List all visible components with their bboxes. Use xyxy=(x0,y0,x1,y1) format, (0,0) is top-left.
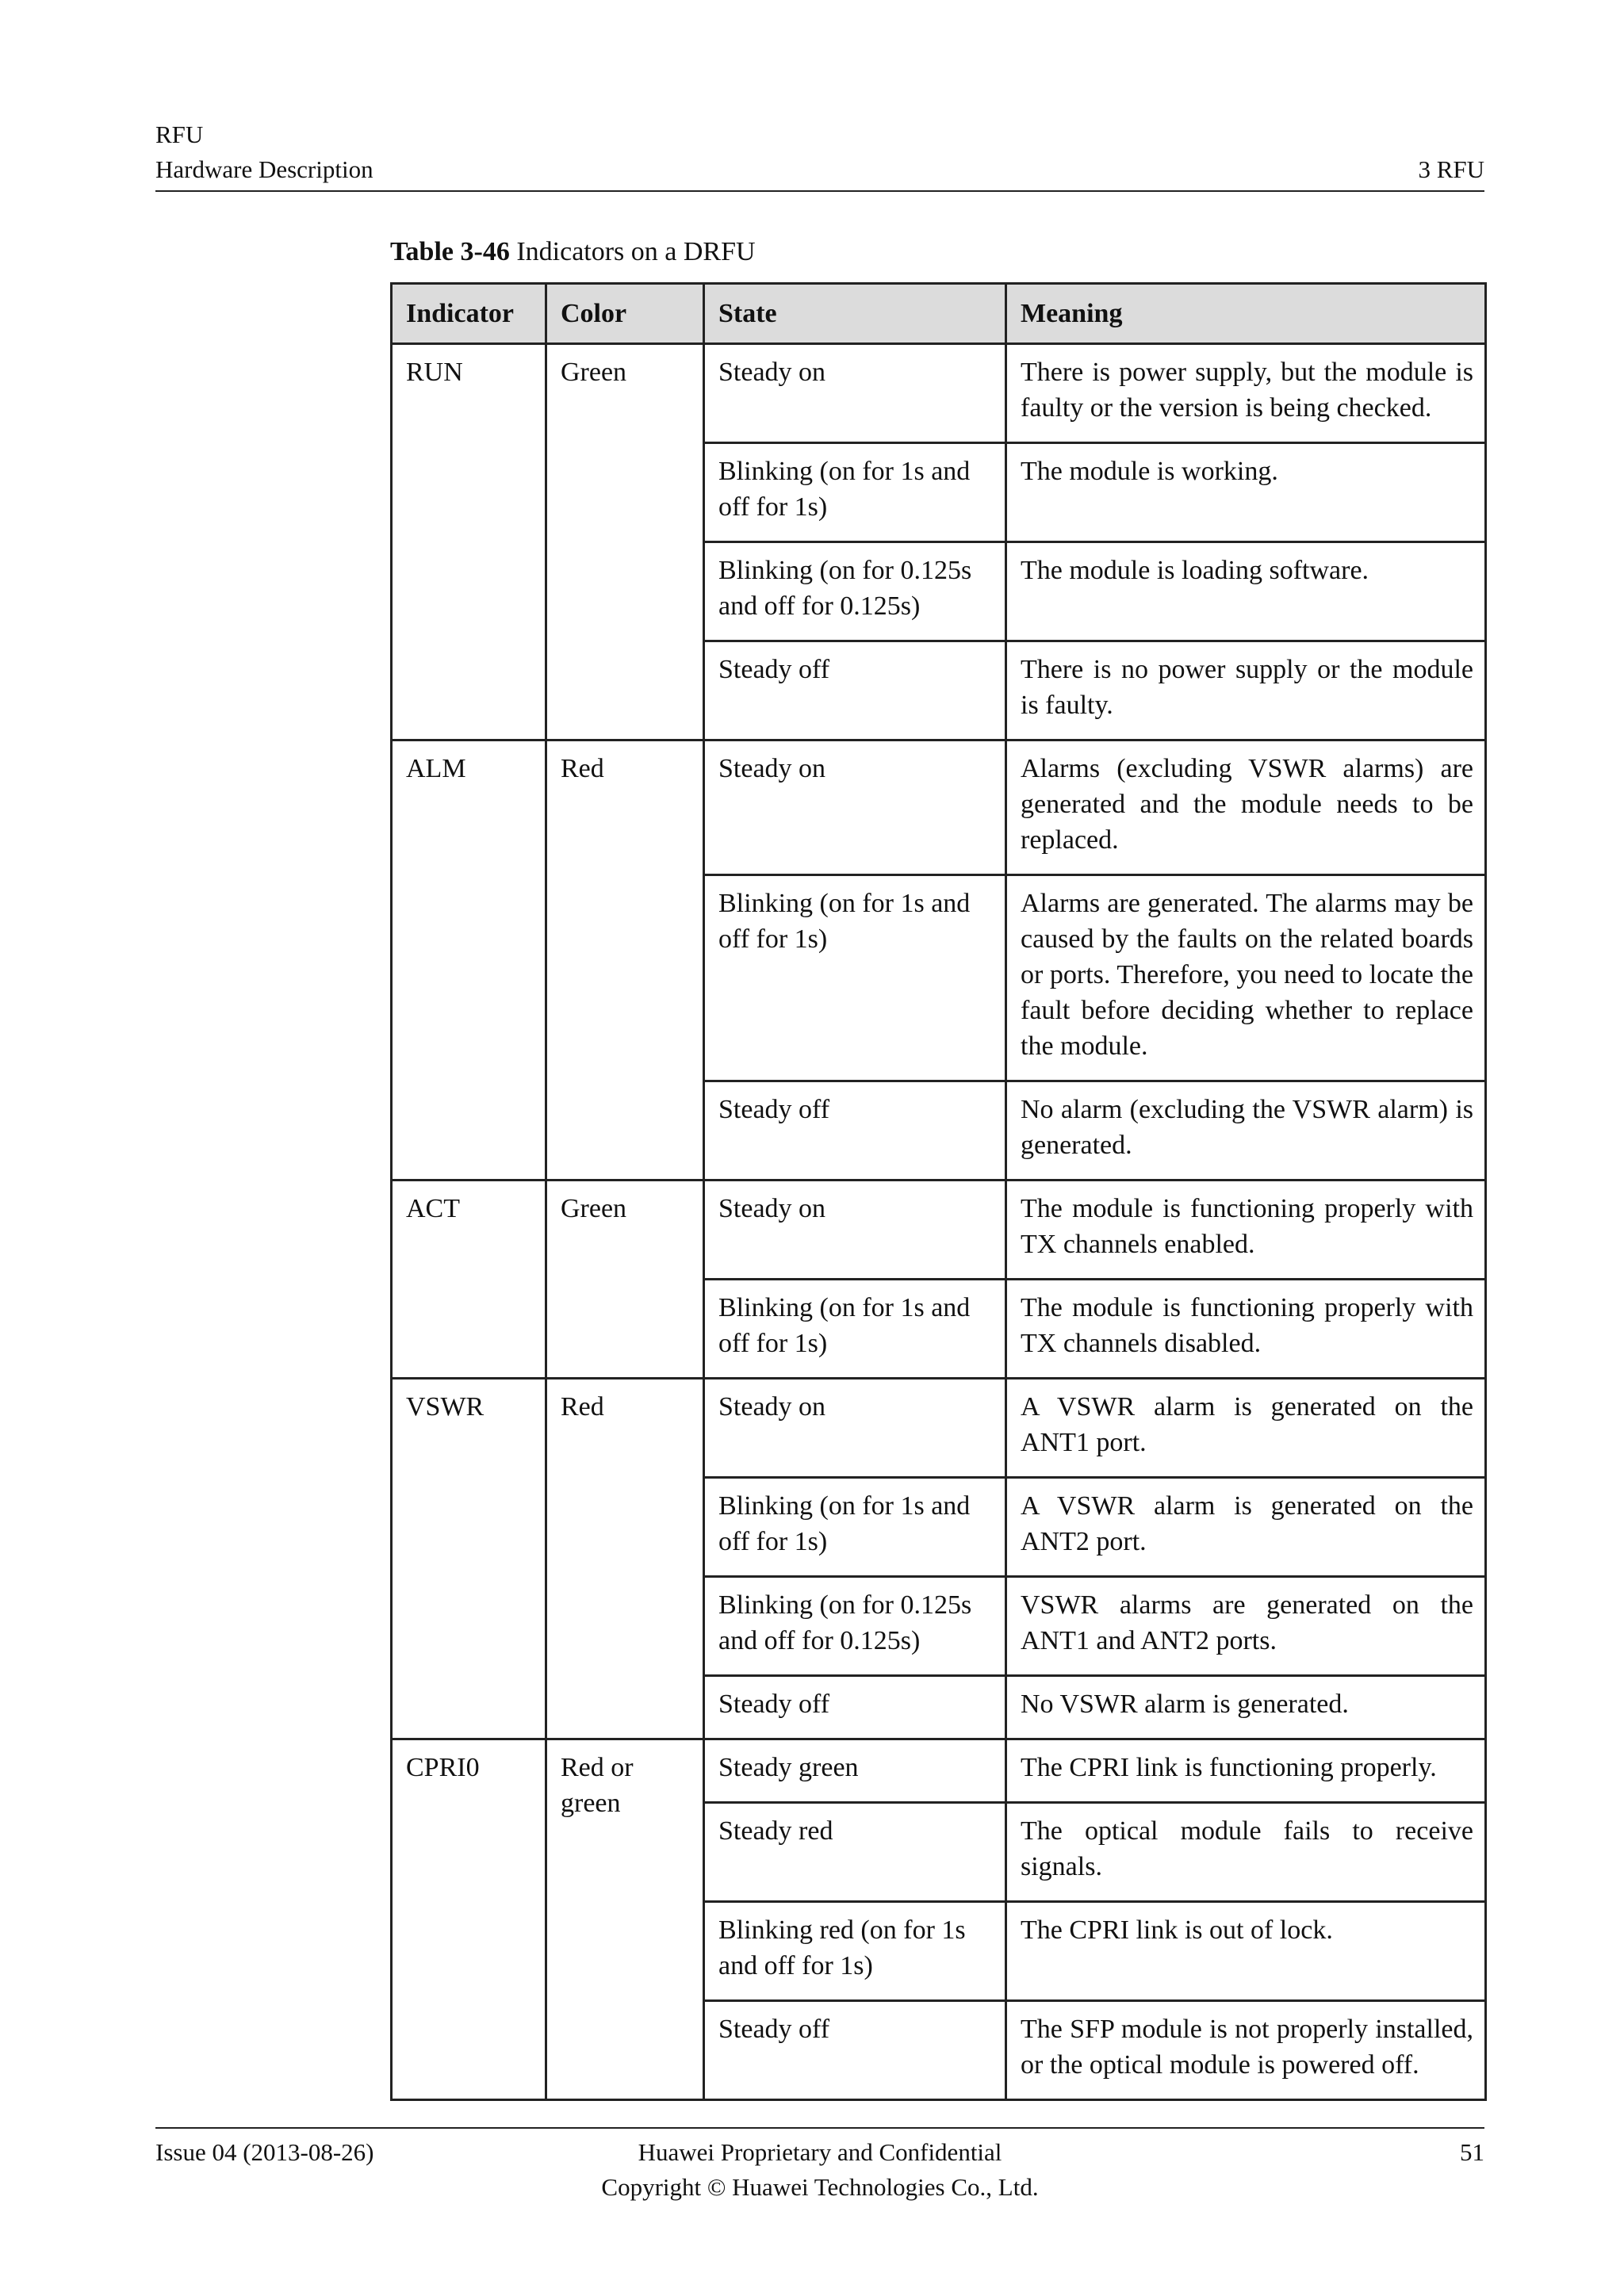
color-cell: Red xyxy=(546,740,704,1181)
indicators-table xyxy=(390,282,1487,2101)
page-header xyxy=(155,117,1484,192)
color-cell: Green xyxy=(546,344,704,740)
header-doc-title: Hardware Description xyxy=(155,155,373,183)
column-header-indicator: Indicator xyxy=(392,284,546,344)
meaning-cell: A VSWR alarm is generated on the ANT2 port. xyxy=(1006,1478,1486,1577)
color-cell: Red or green xyxy=(546,1739,704,2100)
footer-confidential: Huawei Proprietary and Confidential xyxy=(638,2138,1002,2166)
state-cell: Steady red xyxy=(704,1803,1006,1902)
meaning-cell: VSWR alarms are generated on the ANT1 and ANT2 ports. xyxy=(1006,1577,1486,1676)
header-product: RFU xyxy=(155,121,204,148)
state-cell: Steady off xyxy=(704,2001,1006,2100)
header-chapter: 3 RFU xyxy=(1418,155,1484,183)
indicator-cell: ALM xyxy=(392,740,546,1181)
table-row xyxy=(392,344,1486,443)
state-cell: Steady off xyxy=(704,641,1006,740)
table-header-row xyxy=(392,284,1486,344)
column-header-color: Color xyxy=(546,284,704,344)
page-footer xyxy=(155,2127,1484,2205)
header-row xyxy=(155,152,1484,187)
table-row xyxy=(392,740,1486,875)
meaning-cell: The optical module fails to receive signals. xyxy=(1006,1803,1486,1902)
meaning-cell: There is power supply, but the module is faulty or the version is being checked. xyxy=(1006,344,1486,443)
footer-copyright: Copyright © Huawei Technologies Co., Ltd. xyxy=(601,2173,1039,2201)
meaning-cell: The SFP module is not properly installed, or the optical module is powered off. xyxy=(1006,2001,1486,2100)
state-cell: Steady on xyxy=(704,1181,1006,1280)
state-cell: Steady on xyxy=(704,1379,1006,1478)
state-cell: Steady on xyxy=(704,344,1006,443)
meaning-cell: The CPRI link is out of lock. xyxy=(1006,1902,1486,2001)
table-caption xyxy=(390,233,756,271)
state-cell: Blinking (on for 1s and off for 1s) xyxy=(704,875,1006,1081)
column-header-meaning: Meaning xyxy=(1006,284,1486,344)
meaning-cell: The CPRI link is functioning properly. xyxy=(1006,1739,1486,1803)
state-cell: Blinking (on for 0.125s and off for 0.125s) xyxy=(704,542,1006,641)
meaning-cell: The module is working. xyxy=(1006,443,1486,542)
meaning-cell: Alarms are generated. The alarms may be caused by the faults on the related boards or ports. Therefore, you need to locate the fault before deciding whether to replace the module. xyxy=(1006,875,1486,1081)
footer-page-number: 51 xyxy=(1460,2138,1484,2166)
color-cell: Green xyxy=(546,1181,704,1379)
meaning-cell: No alarm (excluding the VSWR alarm) is generated. xyxy=(1006,1081,1486,1181)
table-row xyxy=(392,1379,1486,1478)
state-cell: Blinking red (on for 1s and off for 1s) xyxy=(704,1902,1006,2001)
meaning-cell: A VSWR alarm is generated on the ANT1 port. xyxy=(1006,1379,1486,1478)
state-cell: Steady off xyxy=(704,1676,1006,1739)
table-row xyxy=(392,1739,1486,1803)
meaning-cell: The module is loading software. xyxy=(1006,542,1486,641)
state-cell: Blinking (on for 1s and off for 1s) xyxy=(704,443,1006,542)
table-caption-label: Table 3-46 xyxy=(390,237,510,266)
column-header-state: State xyxy=(704,284,1006,344)
state-cell: Blinking (on for 0.125s and off for 0.125s) xyxy=(704,1577,1006,1676)
indicator-cell: VSWR xyxy=(392,1379,546,1739)
state-cell: Blinking (on for 1s and off for 1s) xyxy=(704,1478,1006,1577)
meaning-cell: The module is functioning properly with TX channels enabled. xyxy=(1006,1181,1486,1280)
state-cell: Steady green xyxy=(704,1739,1006,1803)
state-cell: Steady off xyxy=(704,1081,1006,1181)
state-cell: Steady on xyxy=(704,740,1006,875)
indicator-cell: RUN xyxy=(392,344,546,740)
color-cell: Red xyxy=(546,1379,704,1739)
meaning-cell: The module is functioning properly with TX channels disabled. xyxy=(1006,1280,1486,1379)
table-caption-text: Indicators on a DRFU xyxy=(509,237,756,266)
meaning-cell: No VSWR alarm is generated. xyxy=(1006,1676,1486,1739)
meaning-cell: Alarms (excluding VSWR alarms) are generated and the module needs to be replaced. xyxy=(1006,740,1486,875)
indicator-cell: CPRI0 xyxy=(392,1739,546,2100)
state-cell: Blinking (on for 1s and off for 1s) xyxy=(704,1280,1006,1379)
meaning-cell: There is no power supply or the module is faulty. xyxy=(1006,641,1486,740)
table-body xyxy=(392,344,1486,2100)
indicator-cell: ACT xyxy=(392,1181,546,1379)
table-row xyxy=(392,1181,1486,1280)
footer-issue: Issue 04 (2013-08-26) xyxy=(155,2138,374,2166)
